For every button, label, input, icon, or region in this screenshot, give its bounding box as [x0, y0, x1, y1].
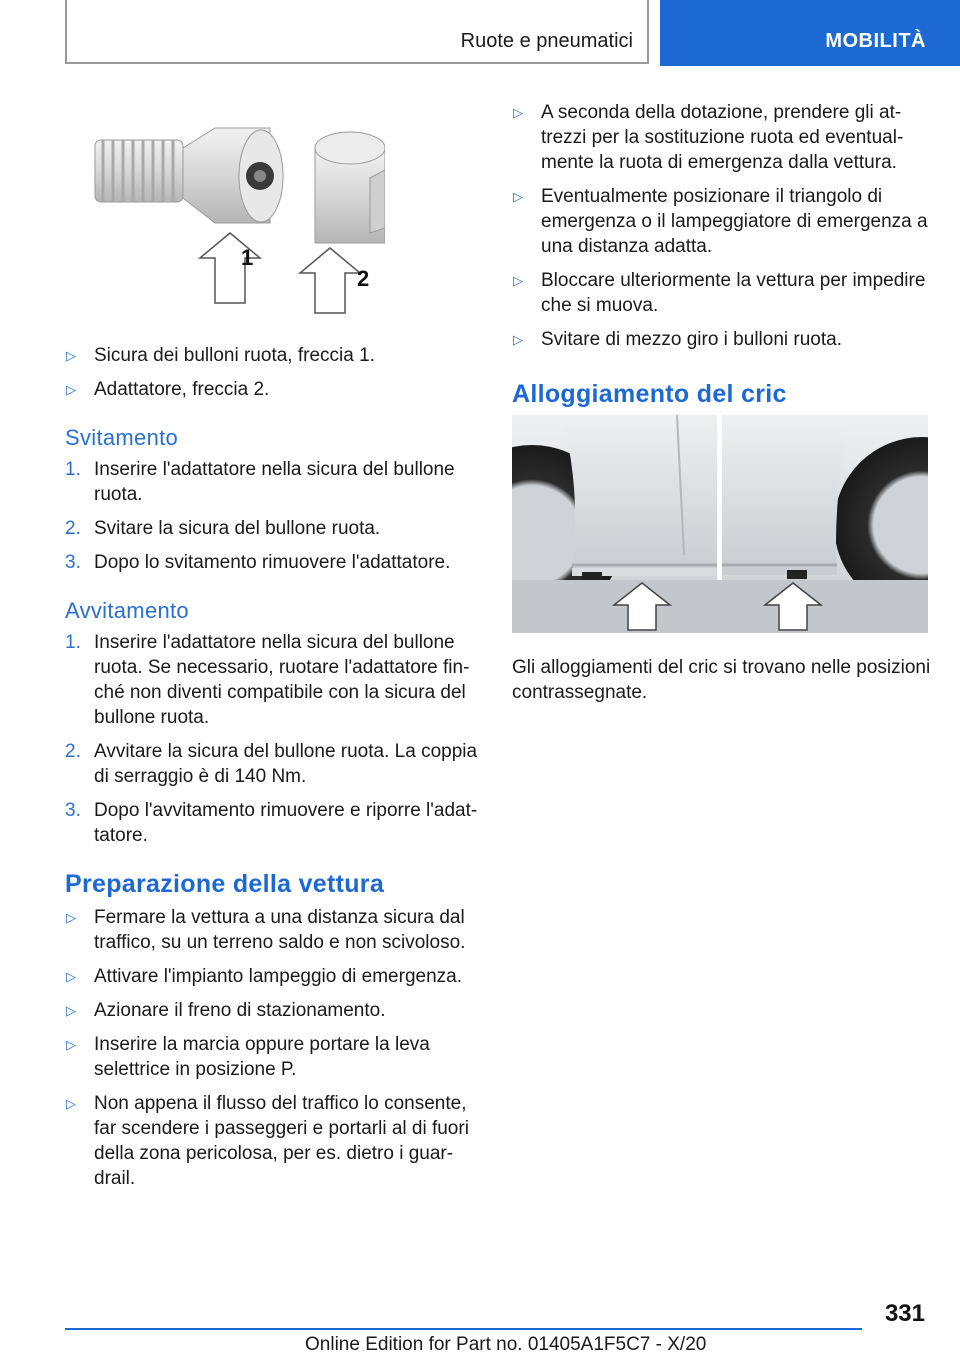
header-chapter-tab[interactable]: [660, 0, 960, 66]
preparazione-list-right: [512, 100, 932, 352]
avvitamento-steps: [65, 630, 480, 848]
list-item: ▷ Sicura dei bulloni ruota, freccia 1.: [66, 345, 375, 366]
list-item: ▷ Attivare l'impianto lampeggio di emergenza.: [66, 966, 462, 987]
header-section-box: [65, 0, 649, 64]
intro-list: [65, 343, 480, 402]
lock-bolt-illustration: [85, 118, 385, 318]
list-item: ▷ Eventualmente posizionare il triangolo di emergenza o il lampeggiatore di emergenza a una distanza adatta.: [513, 186, 928, 257]
arrow-label-1: 1: [241, 245, 254, 270]
list-item: ▷ Bloccare ulteriormente la vettura per impedire che si muova.: [513, 270, 926, 316]
triangle-bullet-icon: ▷: [66, 1003, 76, 1018]
list-item: ▷ Fermare la vettura a una distanza sicura dal traffico, su un terreno saldo e non scivoloso.: [66, 907, 466, 953]
triangle-bullet-icon: ▷: [66, 382, 76, 397]
right-column: [512, 100, 932, 705]
triangle-bullet-icon: ▷: [513, 189, 523, 204]
list-item: ▷ A seconda della dotazione, prendere gli attrezzi per la sostituzione ruota ed eventualmente la ruota di emergenza dalla vettura.: [513, 102, 904, 173]
jack-points-illustration: [512, 415, 928, 633]
triangle-bullet-icon: ▷: [513, 332, 523, 347]
list-item: 1. Inserire l'adattatore nella sicura del bullone ruota.: [65, 459, 455, 505]
list-item: 1. Inserire l'adattatore nella sicura del bullone ruota. Se necessario, ruotare l'adattatore finché non diventi compatibile con la sicura del bullone ruota.: [65, 632, 470, 728]
triangle-bullet-icon: ▷: [513, 105, 523, 120]
list-item: ▷ Adattatore, freccia 2.: [66, 379, 270, 400]
heading-svitamento: Svitamento: [65, 425, 179, 450]
list-item: 3. Dopo l'avvitamento rimuovere e riporre l'adattatore.: [65, 800, 478, 846]
heading-avvitamento: Avvitamento: [65, 598, 189, 623]
triangle-bullet-icon: ▷: [66, 1096, 76, 1111]
left-column: [65, 118, 480, 1200]
header-chapter-title: MOBILITÀ: [825, 30, 926, 52]
footer-edition: Online Edition for Part no. 01405A1F5C7 - X/20: [305, 1334, 707, 1355]
list-item: 3. Dopo lo svitamento rimuovere l'adattatore.: [65, 552, 451, 573]
arrow-label-2: 2: [357, 266, 370, 291]
page-number: 331: [884, 1300, 925, 1327]
list-item: 2. Avvitare la sicura del bullone ruota. La coppia di serraggio è di 140 Nm.: [65, 741, 478, 787]
list-item: ▷ Non appena il flusso del traffico lo consente, far scendere i passeggeri e portarli al di fuori della zona pericolosa, per es. dietro i guardrail.: [66, 1093, 469, 1189]
triangle-bullet-icon: ▷: [66, 348, 76, 363]
footer-divider: [65, 1328, 862, 1330]
heading-preparazione: Preparazione della vettura: [65, 870, 385, 898]
header-section-title: Ruote e pneumatici: [460, 30, 633, 52]
triangle-bullet-icon: ▷: [513, 273, 523, 288]
jack-points-photo: [512, 415, 928, 633]
triangle-bullet-icon: ▷: [66, 1037, 76, 1052]
lock-bolt-figure: [85, 118, 480, 333]
list-item: ▷ Inserire la marcia oppure portare la leva selettrice in posizione P.: [66, 1034, 430, 1080]
triangle-bullet-icon: ▷: [66, 910, 76, 925]
list-item: ▷ Svitare di mezzo giro i bulloni ruota.: [513, 329, 842, 350]
heading-alloggiamento: Alloggiamento del cric: [512, 380, 787, 408]
svitamento-steps: [65, 457, 480, 575]
list-item: ▷ Azionare il freno di stazionamento.: [66, 1000, 386, 1021]
jack-points-caption: Gli alloggiamenti del cric si trovano nelle posizioni contrassegnate.: [512, 657, 931, 703]
preparazione-list-left: [65, 905, 480, 1191]
triangle-bullet-icon: ▷: [66, 969, 76, 984]
list-item: 2. Svitare la sicura del bullone ruota.: [65, 518, 381, 539]
